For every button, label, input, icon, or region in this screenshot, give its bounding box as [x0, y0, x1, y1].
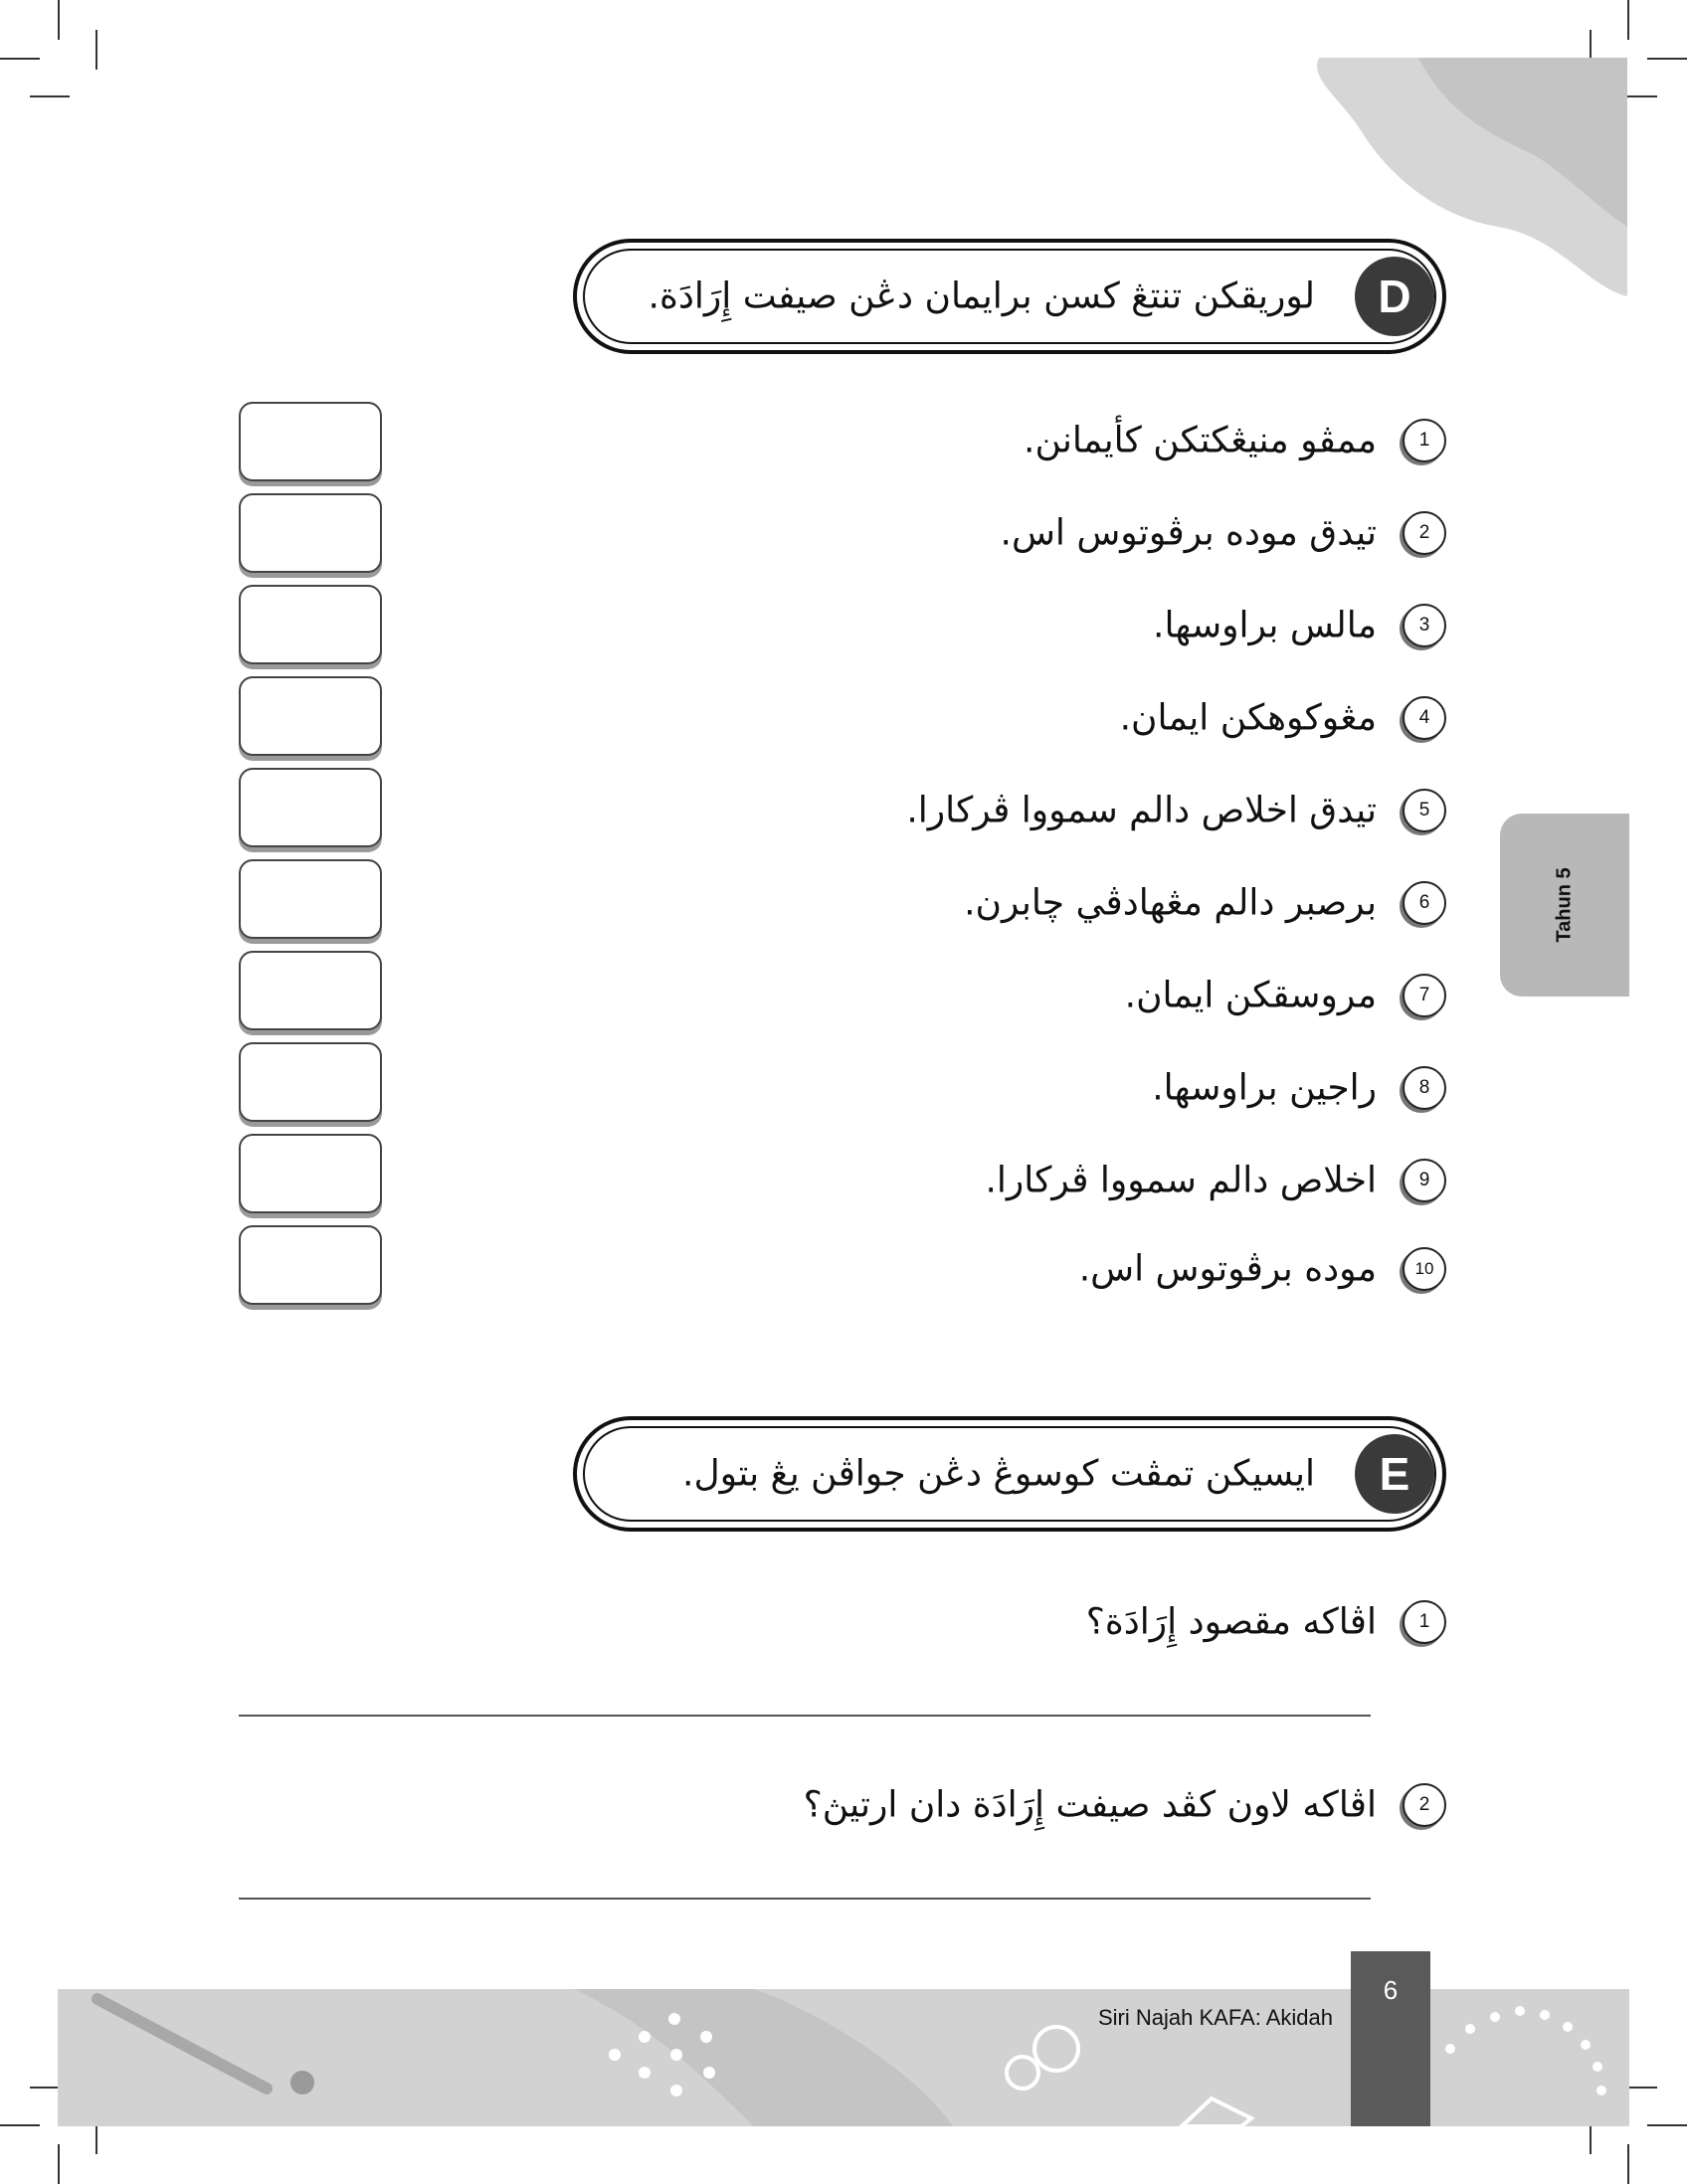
year-tab: [1500, 814, 1629, 997]
answer-box[interactable]: [239, 585, 382, 664]
list-item: [597, 406, 1452, 475]
page-number-tab: [1351, 1951, 1430, 2126]
answer-box[interactable]: [239, 676, 382, 756]
item-number: 1: [1403, 419, 1446, 462]
crop-mark: [30, 95, 70, 97]
answer-box[interactable]: [239, 1042, 382, 1122]
item-number: 8: [1403, 1066, 1446, 1110]
crop-mark: [0, 2124, 40, 2126]
list-item: [597, 498, 1452, 568]
section-e-banner: [573, 1416, 1446, 1532]
question: [597, 1770, 1452, 1840]
answer-line[interactable]: [239, 1715, 1371, 1717]
question-text: اڤاكه مقصود إِرَادَة؟: [1085, 1601, 1377, 1643]
question-number: 1: [1403, 1600, 1446, 1644]
list-item: [597, 961, 1452, 1030]
item-number: 6: [1403, 881, 1446, 925]
item-number: 3: [1403, 604, 1446, 647]
section-d-letter: D: [1355, 257, 1434, 336]
item-text: تيدق موده برڤوتوس اس.: [1000, 512, 1377, 554]
question-number: 2: [1403, 1783, 1446, 1827]
section-d-instruction: لوريقكن تنتڠ كسن برايمان دڠن صيفت إِرَادَة.: [648, 275, 1315, 317]
section-e-letter: E: [1355, 1434, 1434, 1514]
year-tab-label: Tahun 5: [1553, 867, 1576, 943]
crop-mark: [58, 2144, 60, 2184]
crop-mark: [0, 58, 40, 60]
item-text: برصبر دالم مڠهادڤي چابرن.: [964, 882, 1377, 924]
item-number: 10: [1403, 1247, 1446, 1291]
list-item: [597, 1146, 1452, 1215]
list-item: [597, 1053, 1452, 1123]
answer-box[interactable]: [239, 951, 382, 1030]
item-text: مروسقكن ايمان.: [1124, 975, 1377, 1016]
list-item: [597, 1234, 1452, 1304]
page-number: 6: [1383, 1975, 1399, 2005]
item-text: مالس براوسها.: [1153, 605, 1377, 646]
answer-box[interactable]: [239, 1134, 382, 1213]
footer-book-title: Siri Najah KAFA: Akidah: [1098, 2005, 1334, 2030]
section-e-instruction: ايسيكن تمڤت كوسوڠ دڠن جواڤن يڠ بتول.: [682, 1453, 1315, 1495]
section-d-banner: [573, 239, 1446, 354]
item-text: موده برڤوتوس اس.: [1078, 1248, 1377, 1290]
answer-line[interactable]: [239, 1898, 1371, 1900]
item-text: تيدق اخلاص دالم سمووا ڤركارا.: [906, 790, 1377, 831]
list-item: [597, 776, 1452, 845]
answer-box[interactable]: [239, 768, 382, 847]
crop-mark: [95, 30, 97, 70]
item-text: راجين براوسها.: [1152, 1067, 1377, 1109]
item-number: 5: [1403, 789, 1446, 832]
crop-mark: [1627, 2144, 1629, 2184]
item-number: 7: [1403, 974, 1446, 1017]
crop-mark: [1647, 2124, 1687, 2126]
crop-mark: [1627, 0, 1629, 40]
question: [597, 1587, 1452, 1657]
item-text: اخلاص دالم سمووا ڤركارا.: [985, 1160, 1377, 1201]
crop-mark: [58, 0, 60, 40]
list-item: [597, 591, 1452, 660]
question-text: اڤاكه لاون كڤد صيفت إِرَادَة دان ارتيڽ؟: [803, 1784, 1377, 1826]
crop-mark: [1647, 58, 1687, 60]
item-number: 9: [1403, 1159, 1446, 1202]
list-item: [597, 868, 1452, 938]
item-number: 2: [1403, 511, 1446, 555]
item-number: 4: [1403, 696, 1446, 740]
answer-box[interactable]: [239, 1225, 382, 1305]
answer-box[interactable]: [239, 402, 382, 481]
item-text: مڠوكوهكن ايمان.: [1119, 697, 1377, 739]
answer-box[interactable]: [239, 493, 382, 573]
list-item: [597, 683, 1452, 753]
answer-box[interactable]: [239, 859, 382, 939]
item-text: ممڤو منيڠكتكن كأيمانن.: [1024, 420, 1377, 461]
